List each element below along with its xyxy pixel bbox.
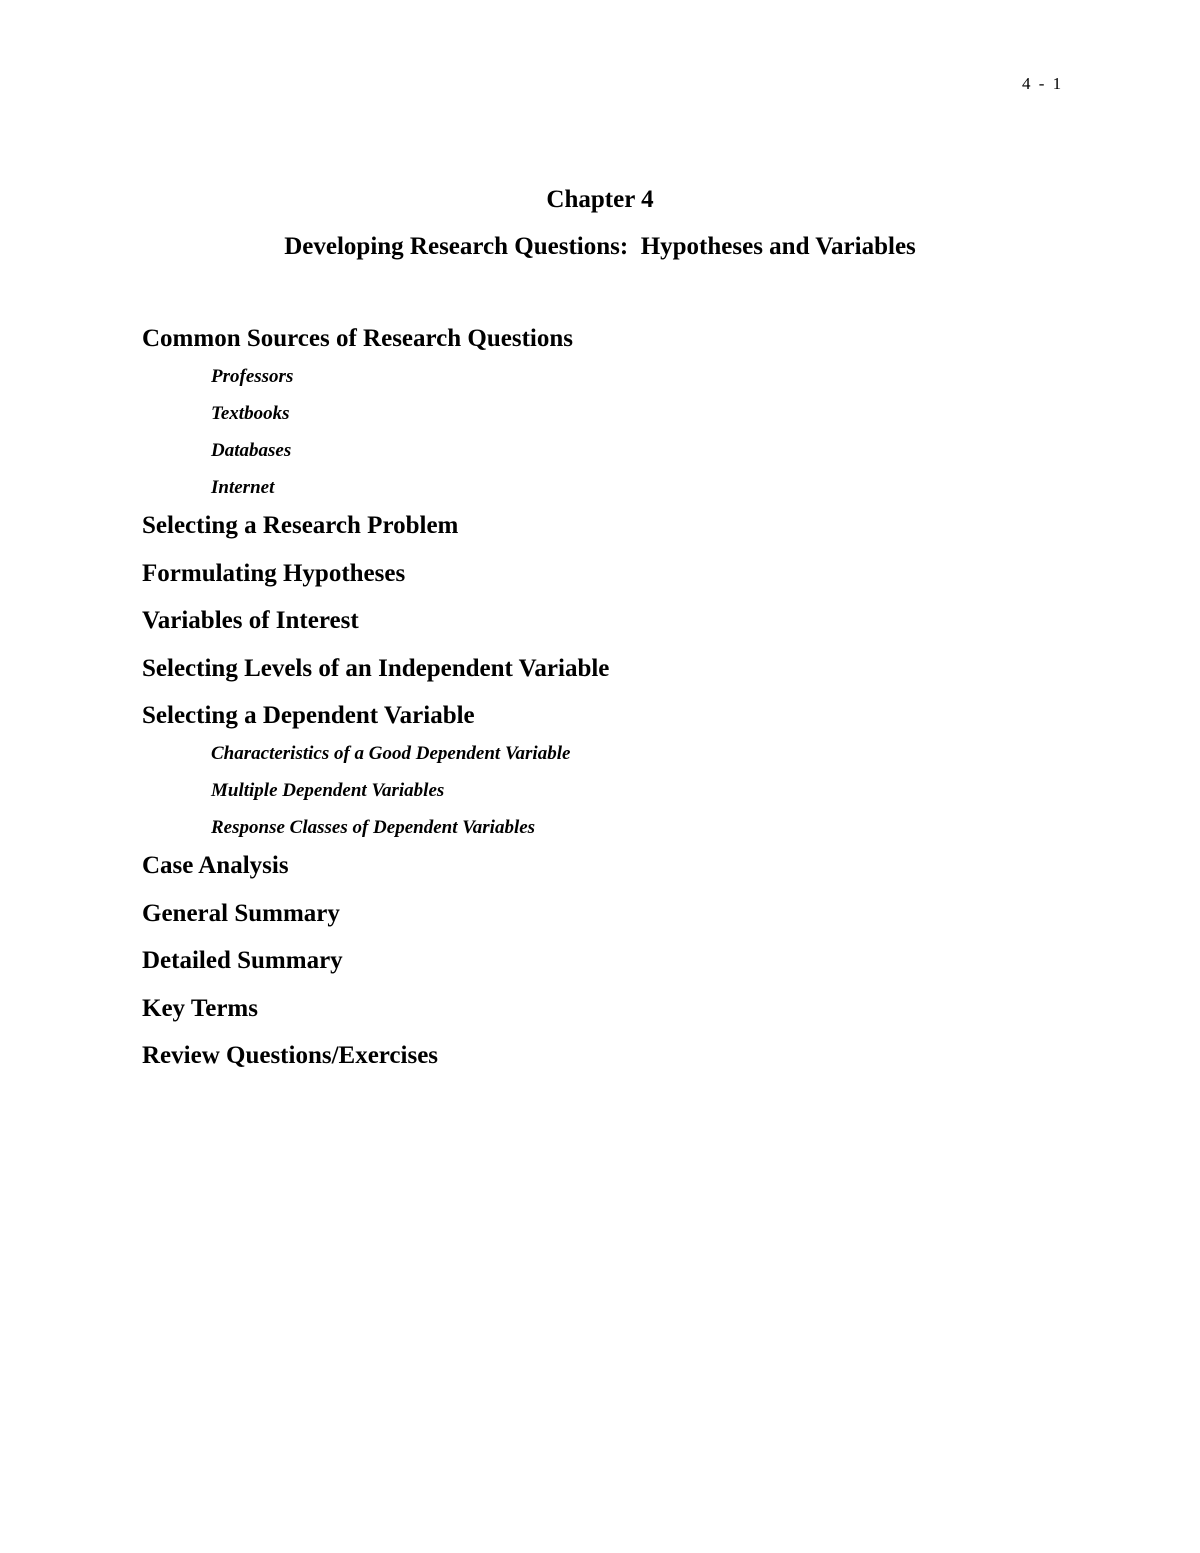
outline-heading: Selecting a Dependent Variable — [142, 702, 475, 729]
outline-heading: Key Terms — [142, 994, 258, 1022]
outline-sublist — [211, 365, 1042, 500]
page-number: 4 - 1 — [1022, 74, 1064, 93]
outline-subitem: Internet — [211, 477, 275, 498]
outline-subitem: Multiple Dependent Variables — [211, 780, 445, 801]
chapter-title: Developing Research Questions: Hypotheses and Variables — [284, 233, 916, 260]
outline-heading: Selecting Levels of an Independent Variable — [142, 654, 610, 682]
outline-subitem: Textbooks — [211, 403, 290, 424]
chapter-label: Chapter 4 — [546, 186, 654, 213]
outline-subitem: Response Classes of Dependent Variables — [211, 817, 536, 838]
outline-subitem: Characteristics of a Good Dependent Variable — [211, 743, 571, 764]
outline-heading: Common Sources of Research Questions — [142, 325, 574, 352]
outline-heading: Formulating Hypotheses — [142, 559, 406, 587]
outline-heading: General Summary — [142, 899, 340, 927]
outline-heading: Detailed Summary — [142, 947, 343, 974]
outline-heading: Review Questions/Exercises — [142, 1042, 439, 1069]
outline-subitem: Databases — [211, 440, 292, 461]
outline-heading: Selecting a Research Problem — [142, 512, 459, 539]
chapter-outline — [142, 324, 1042, 1089]
outline-subitem: Professors — [211, 366, 294, 387]
outline-heading: Case Analysis — [142, 852, 289, 879]
outline-heading: Variables of Interest — [142, 607, 359, 634]
outline-sublist — [211, 742, 1042, 840]
